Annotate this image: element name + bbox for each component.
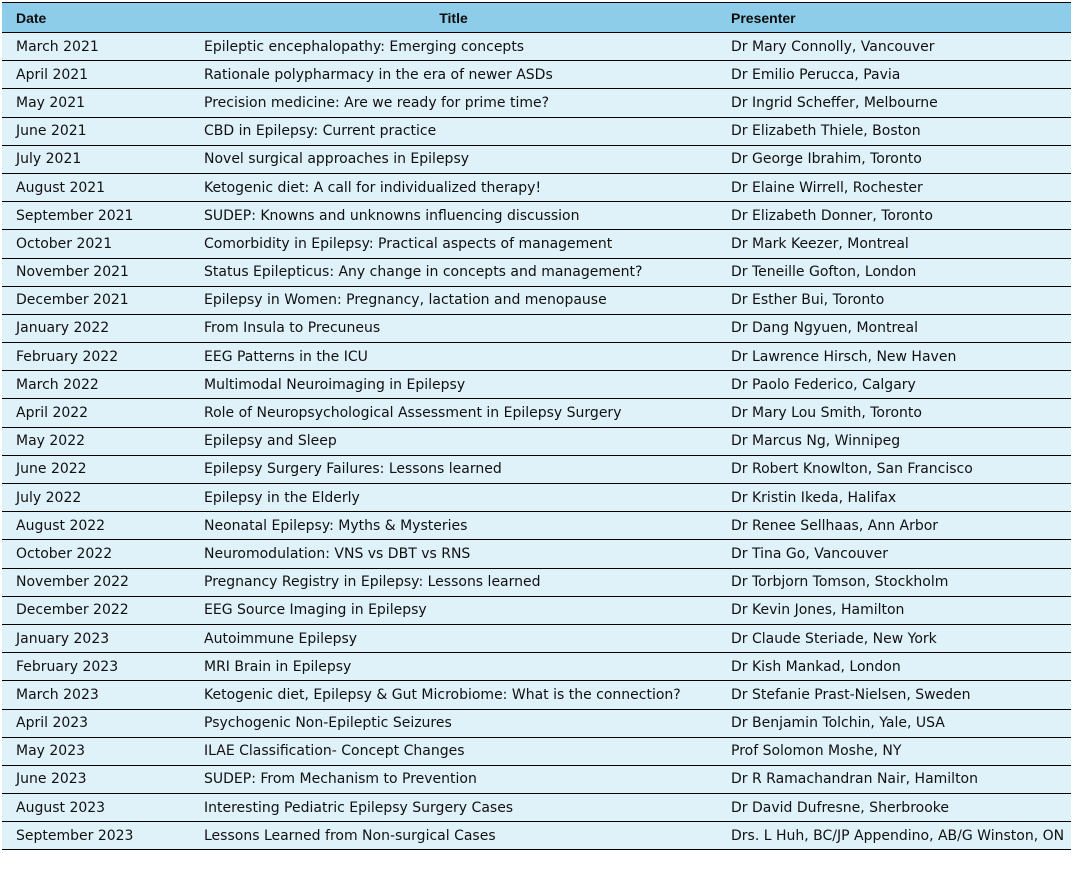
cell-date: October 2021 [16, 235, 113, 252]
cell-date: August 2021 [16, 179, 106, 196]
table-row [2, 146, 1071, 174]
cell-title: Role of Neuropsychological Assessment in Epilepsy Surgery [204, 405, 622, 422]
cell-presenter: Dr George Ibrahim, Toronto [731, 151, 922, 168]
cell-presenter: Dr Claude Steriade, New York [731, 630, 937, 647]
cell-presenter: Dr Mark Keezer, Montreal [731, 235, 909, 252]
cell-presenter: Dr Ingrid Scheffer, Melbourne [731, 94, 938, 111]
cell-presenter: Dr Kish Mankad, London [731, 658, 901, 675]
cell-presenter: Dr Mary Connolly, Vancouver [731, 38, 935, 55]
table-header-row [2, 3, 1071, 33]
cell-title: Interesting Pediatric Epilepsy Surgery Cases [204, 799, 514, 816]
cell-date: March 2022 [16, 376, 99, 393]
cell-presenter: Dr Esther Bui, Toronto [731, 292, 885, 309]
cell-date: April 2021 [16, 66, 89, 83]
cell-title: Epilepsy in the Elderly [204, 489, 360, 506]
cell-date: December 2022 [16, 602, 129, 619]
cell-date: May 2021 [16, 94, 86, 111]
table-row [2, 710, 1071, 738]
cell-date: May 2023 [16, 743, 86, 760]
table-row [2, 484, 1071, 512]
cell-title: Novel surgical approaches in Epilepsy [204, 151, 470, 168]
table-row [2, 794, 1071, 822]
table-row [2, 174, 1071, 202]
table-row [2, 343, 1071, 371]
cell-title: Ketogenic diet: A call for individualized therapy! [204, 179, 542, 196]
cell-date: November 2022 [16, 574, 129, 591]
cell-title: ILAE Classification- Concept Changes [204, 743, 465, 760]
cell-presenter: Dr Stefanie Prast-Nielsen, Sweden [731, 686, 971, 703]
table-row [2, 428, 1071, 456]
table-row [2, 287, 1071, 315]
cell-title: Neuromodulation: VNS vs DBT vs RNS [204, 545, 471, 562]
cell-presenter: Dr Elaine Wirrell, Rochester [731, 179, 923, 196]
table-row [2, 681, 1071, 709]
column-header-date: Date [16, 9, 47, 26]
cell-presenter: Dr Robert Knowlton, San Francisco [731, 461, 973, 478]
cell-title: SUDEP: From Mechanism to Prevention [204, 771, 477, 788]
cell-date: April 2023 [16, 715, 89, 732]
cell-date: November 2021 [16, 264, 129, 281]
cell-presenter: Dr Paolo Federico, Calgary [731, 376, 916, 393]
cell-date: October 2022 [16, 545, 113, 562]
cell-presenter: Dr Marcus Ng, Winnipeg [731, 433, 901, 450]
cell-title: Lessons Learned from Non-surgical Cases [204, 827, 496, 844]
cell-title: Precision medicine: Are we ready for prime time? [204, 94, 550, 111]
cell-title: SUDEP: Knowns and unknowns influencing discussion [204, 207, 580, 224]
cell-date: August 2023 [16, 799, 106, 816]
cell-date: July 2022 [16, 489, 82, 506]
table-row [2, 456, 1071, 484]
cell-presenter: Prof Solomon Moshe, NY [731, 743, 902, 760]
table-row [2, 315, 1071, 343]
cell-date: March 2021 [16, 38, 99, 55]
cell-title: Psychogenic Non-Epileptic Seizures [204, 715, 452, 732]
cell-presenter: Dr Elizabeth Thiele, Boston [731, 123, 921, 140]
cell-presenter: Dr Dang Ngyuen, Montreal [731, 320, 918, 337]
cell-date: December 2021 [16, 292, 129, 309]
column-header-presenter: Presenter [731, 9, 796, 26]
table-row [2, 653, 1071, 681]
table-row [2, 259, 1071, 287]
cell-title: CBD in Epilepsy: Current practice [204, 123, 437, 140]
table-row [2, 569, 1071, 597]
cell-date: March 2023 [16, 686, 99, 703]
cell-presenter: Dr Benjamin Tolchin, Yale, USA [731, 715, 945, 732]
cell-title: Epilepsy in Women: Pregnancy, lactation and menopause [204, 292, 607, 309]
cell-title: From Insula to Precuneus [204, 320, 381, 337]
cell-date: May 2022 [16, 433, 86, 450]
cell-title: Pregnancy Registry in Epilepsy: Lessons learned [204, 574, 541, 591]
table-row [2, 597, 1071, 625]
cell-presenter: Dr Kevin Jones, Hamilton [731, 602, 905, 619]
cell-date: February 2022 [16, 348, 119, 365]
cell-date: April 2022 [16, 405, 89, 422]
table-row [2, 118, 1071, 146]
cell-title: Ketogenic diet, Epilepsy & Gut Microbiome: What is the connection? [204, 686, 681, 703]
cell-title: Neonatal Epilepsy: Myths & Mysteries [204, 517, 468, 534]
cell-title: EEG Patterns in the ICU [204, 348, 368, 365]
table-row [2, 371, 1071, 399]
cell-presenter: Dr Renee Sellhaas, Ann Arbor [731, 517, 939, 534]
table-row [2, 399, 1071, 427]
cell-title: Autoimmune Epilepsy [204, 630, 358, 647]
cell-title: Status Epilepticus: Any change in concepts and management? [204, 264, 643, 281]
cell-presenter: Dr Mary Lou Smith, Toronto [731, 405, 922, 422]
cell-title: Rationale polypharmacy in the era of newer ASDs [204, 66, 553, 83]
cell-date: August 2022 [16, 517, 106, 534]
table-row [2, 512, 1071, 540]
table-row [2, 625, 1071, 653]
table-row [2, 33, 1071, 61]
cell-presenter: Dr Torbjorn Tomson, Stockholm [731, 574, 949, 591]
cell-presenter: Dr Lawrence Hirsch, New Haven [731, 348, 957, 365]
cell-title: Epileptic encephalopathy: Emerging concepts [204, 38, 525, 55]
cell-presenter: Dr R Ramachandran Nair, Hamilton [731, 771, 978, 788]
cell-date: June 2022 [16, 461, 87, 478]
cell-title: MRI Brain in Epilepsy [204, 658, 352, 675]
column-header-title: Title [439, 9, 468, 26]
table-row [2, 230, 1071, 258]
cell-date: June 2021 [16, 123, 87, 140]
table-body [2, 33, 1071, 850]
cell-title: Multimodal Neuroimaging in Epilepsy [204, 376, 466, 393]
cell-date: January 2023 [16, 630, 110, 647]
cell-title: Epilepsy Surgery Failures: Lessons learned [204, 461, 502, 478]
cell-presenter: Dr Kristin Ikeda, Halifax [731, 489, 897, 506]
cell-presenter: Dr David Dufresne, Sherbrooke [731, 799, 949, 816]
table-row [2, 89, 1071, 117]
cell-date: July 2021 [16, 151, 82, 168]
table-row [2, 766, 1071, 794]
cell-date: February 2023 [16, 658, 119, 675]
table-row [2, 61, 1071, 89]
table-row [2, 202, 1071, 230]
cell-title: Comorbidity in Epilepsy: Practical aspects of management [204, 235, 613, 252]
cell-presenter: Dr Tina Go, Vancouver [731, 545, 888, 562]
cell-date: September 2023 [16, 827, 134, 844]
table-row [2, 540, 1071, 568]
cell-title: EEG Source Imaging in Epilepsy [204, 602, 427, 619]
cell-presenter: Drs. L Huh, BC/JP Appendino, AB/G Winston, ON [731, 827, 1065, 844]
cell-presenter: Dr Elizabeth Donner, Toronto [731, 207, 933, 224]
cell-date: June 2023 [16, 771, 87, 788]
cell-date: January 2022 [16, 320, 110, 337]
cell-date: September 2021 [16, 207, 134, 224]
cell-presenter: Dr Teneille Gofton, London [731, 264, 917, 281]
cell-title: Epilepsy and Sleep [204, 433, 337, 450]
presentation-schedule-table [2, 2, 1071, 850]
cell-presenter: Dr Emilio Perucca, Pavia [731, 66, 901, 83]
table-row [2, 738, 1071, 766]
table-row [2, 822, 1071, 850]
